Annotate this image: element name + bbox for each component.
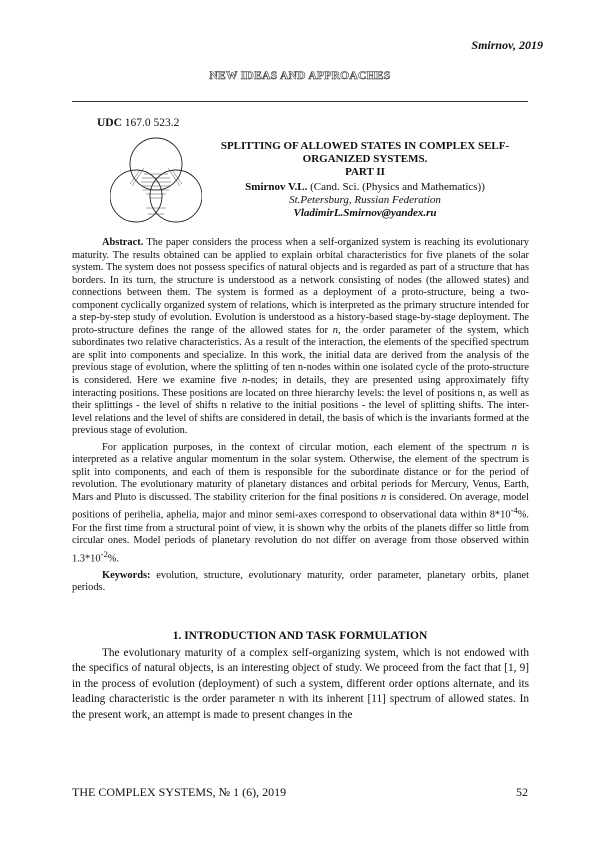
journal-logo-icon xyxy=(110,134,202,230)
author-line xyxy=(205,181,525,194)
paper-title-line-2: ORGANIZED SYSTEMS. xyxy=(302,153,428,165)
udc-line xyxy=(97,117,179,129)
symbol-n: n xyxy=(332,324,338,336)
abstract-text: , the order parameter of the system, which subordinates two relative characteristics. As a result of the interaction, the elements of the specified spectrum are split into components and specialize. In this work, the initial data are derived from the analysis of the previous stage of evolution, where the splitting of ten n-nodes within one isolated cycle of the proto-structure is considered. Here we examine five xyxy=(72,324,529,387)
symbol-n: n xyxy=(511,441,517,453)
header-rule xyxy=(72,101,528,102)
udc-label: UDC xyxy=(97,117,122,129)
exponent: -2 xyxy=(100,548,108,559)
author-name: Smirnov V.L. xyxy=(245,181,308,193)
abstract-text: %. xyxy=(107,553,120,565)
author-affiliation: St.Petersburg, Russian Federation xyxy=(289,194,441,206)
footer-page-number: 52 xyxy=(516,785,528,799)
abstract-label: Abstract. xyxy=(102,237,144,248)
intro-body xyxy=(72,646,529,723)
footer-journal: THE COMPLEX SYSTEMS, № 1 (6), 2019 xyxy=(72,785,287,799)
keywords-text: evolution, structure, evolutionary maturity, order parameter, planetary orbits, planet periods. xyxy=(72,569,529,594)
abstract xyxy=(72,237,529,595)
intro-paragraph: The evolutionary maturity of a complex self-organizing system, which is not endowed with the specifics of natural objects, is an interesting object of study. We proceed from the fact that [1, 9] in the process of evolution (deployment) of such a system, different order options alternate, and its leading characteristic is the order parameter n with its inherent [11] spectrum of allowed states. In the present work, an attempt is made to present changes in the xyxy=(72,647,529,721)
section-heading: 1. INTRODUCTION AND TASK FORMULATION xyxy=(172,630,428,642)
abstract-paragraph-1 xyxy=(72,237,529,438)
abstract-text: For application purposes, in the context of circular motion, each element of the spectrum xyxy=(102,441,512,453)
abstract-text: is interpreted as a relative angular momentum in the solar system. Otherwise, the element of the spectrum is split into components, and each of them is responsible for the subordinate distance or for the period of revolution. The evolutionary maturity of planetary distances and orbital periods for Mercury, Venus, Earth, Mars and Pluto is discussed. The stability criterion for the final positions xyxy=(72,441,530,503)
paper-title-line-1: SPLITTING OF ALLOWED STATES IN COMPLEX SELF- xyxy=(220,140,510,152)
keywords-label: Keywords: xyxy=(102,569,151,581)
keywords-paragraph xyxy=(72,570,529,595)
author-degree: (Cand. Sci. (Physics and Mathematics)) xyxy=(310,181,485,193)
exponent: -4 xyxy=(510,505,518,516)
author-email: VladimirL.Smirnov@yandex.ru xyxy=(293,207,437,219)
title-block xyxy=(205,140,525,220)
section-banner: NEW IDEAS AND APPROACHES xyxy=(209,70,391,82)
symbol-n: n xyxy=(380,491,387,503)
udc-code: 167.0 523.2 xyxy=(124,117,180,129)
abstract-text: The paper considers the process when a self-organized system is reaching its evolutionary maturity. The results obtained can be applied to explain orbital characteristics for five planets of the solar system. The system does not possess specifics of natural objects and is regarded as part of a structure that has borders. In its turn, the structure is understood as a network consisting of nodes (the allowed states) and connections between them. The system is formed as a deployment of a proto-structure, being a two-component cyclically organized system of relations, which is interpreted as the primary structure intended for a step-by-step study of evolution. Evolution is understood as a history-based stage-by-stage deployment. The proto-structure defines the range of the allowed states for xyxy=(72,237,529,336)
symbol-n: n xyxy=(242,375,248,387)
running-header-author: Smirnov, 2019 xyxy=(471,38,543,52)
abstract-text: %. For the first time from a structural point of view, it is shown why the orbits of the planets differ so little from circular ones. Model periods of planetary revolution do not differ on average from those observed within 1.3*10 xyxy=(72,509,529,565)
paper-title-part: PART II xyxy=(345,166,385,178)
abstract-text: is considered. On average, model positions of perihelia, aphelia, major and minor semi-axes correspond to observational data within 8*10 xyxy=(72,491,529,521)
abstract-text: -nodes; in details, they are presented using approximately fifty interacting positions. These positions are located on three hierarchy levels: the level of positions n, as well as their splittings - the level of shifts n relative to the initial positions - the level of splitting shifts. The inter-level relations and the level of shifts are considered in detail, the basis of which is the invariants formed at the previous stage of evolution. xyxy=(72,375,529,437)
abstract-paragraph-2 xyxy=(72,442,529,566)
